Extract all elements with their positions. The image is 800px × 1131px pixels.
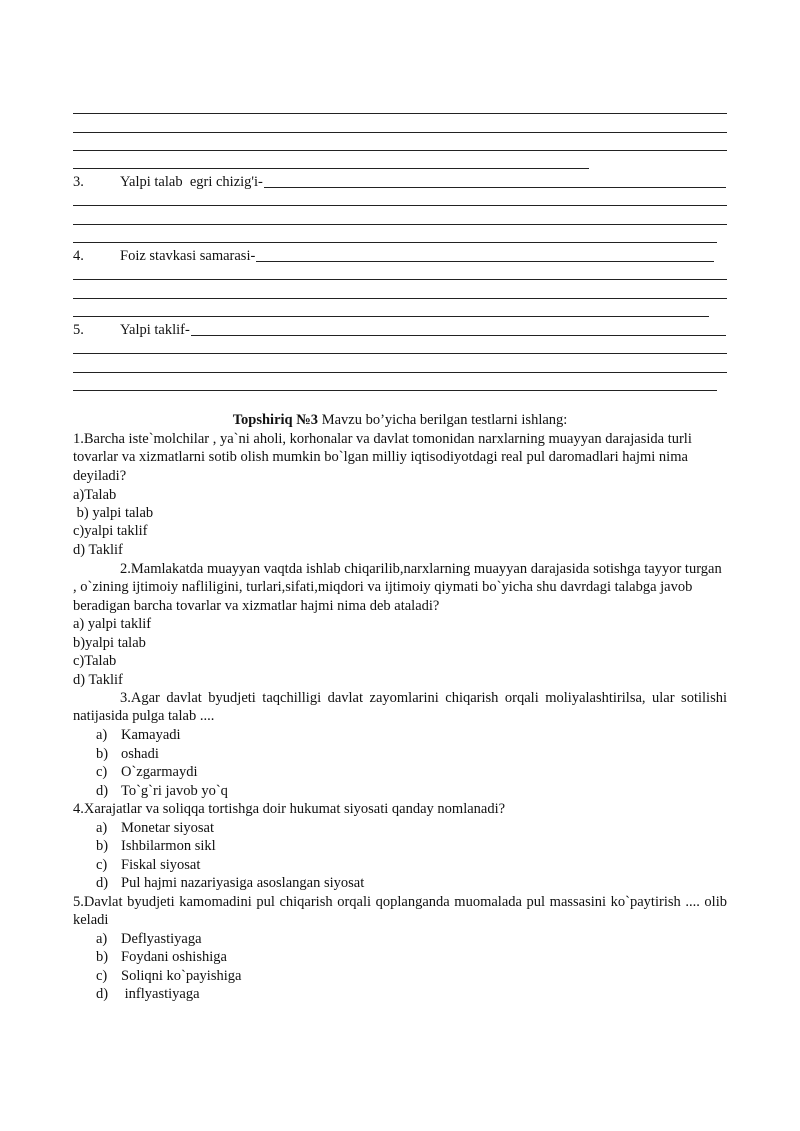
blank-line xyxy=(73,390,717,391)
q1-option-c: c)yalpi taklif xyxy=(73,523,148,539)
option-text: Soliqni ko`payishiga xyxy=(121,968,242,984)
blank-line xyxy=(73,132,727,133)
option-letter: a) xyxy=(96,727,108,743)
question-2-text: 2.Mamlakatda muayyan vaqtda ishlab chiqarilib,narxlarning muayyan darajasida sotishga tayyor turgan , o`zining ijtimoiy nafliligini, turlari,sifati,miqdori va ijtimoiy qiymati bo`yicha shu davrdagi talabga javob beradigan barcha tovarlar va xizmatlar hajmi nima deb ataladi? xyxy=(73,561,722,614)
blank-line xyxy=(73,279,727,280)
item-5-row xyxy=(73,319,726,339)
option-text: Deflyastiyaga xyxy=(121,931,202,947)
q4-option-d xyxy=(96,874,364,892)
q1-option-b: b) yalpi talab xyxy=(73,505,154,521)
answer-line xyxy=(191,335,726,336)
option-letter: d) xyxy=(96,986,109,1002)
item-label: Foiz stavkasi samarasi- xyxy=(120,248,256,264)
option-letter: c) xyxy=(96,968,108,984)
q3-option-b xyxy=(96,745,159,763)
option-letter: c) xyxy=(96,857,108,873)
blank-line xyxy=(73,150,727,151)
option-letter: b) xyxy=(96,838,109,854)
blank-line xyxy=(73,372,727,373)
blank-line xyxy=(73,298,727,299)
q3-option-c xyxy=(96,763,198,781)
item-label: Yalpi talab egri chizig'i- xyxy=(120,174,263,190)
blank-line xyxy=(73,353,727,354)
option-text: To`g`ri javob yo`q xyxy=(121,783,228,799)
item-number: 3. xyxy=(73,174,84,190)
question-3-text: 3.Agar davlat byudjeti taqchilligi davlat zayomlarini chiqarish orqali moliyalashtirilsa, ular sotilishi natijasida pulga talab .... xyxy=(73,690,727,725)
option-text: Foydani oshishiga xyxy=(121,949,227,965)
option-letter: a) xyxy=(96,820,108,836)
item-number: 4. xyxy=(73,248,84,264)
blank-line xyxy=(73,168,589,169)
blank-line xyxy=(73,113,727,114)
answer-line xyxy=(256,261,714,262)
q5-option-d xyxy=(96,985,200,1003)
q2-option-d: d) Taklif xyxy=(73,672,123,688)
item-3-row xyxy=(73,171,726,191)
option-letter: d) xyxy=(96,783,109,799)
task-title-text: Mavzu bo’yicha berilgan testlarni ishlang: xyxy=(318,412,568,428)
item-4-row xyxy=(73,245,714,265)
option-text: Pul hajmi nazariyasiga asoslangan siyosat xyxy=(121,875,365,891)
option-text: oshadi xyxy=(121,746,159,762)
option-letter: b) xyxy=(96,949,109,965)
option-letter: d) xyxy=(96,875,109,891)
q5-option-c xyxy=(96,967,241,985)
option-text: O`zgarmaydi xyxy=(121,764,198,780)
q2-option-a: a) yalpi taklif xyxy=(73,616,152,632)
option-text: Ishbilarmon sikl xyxy=(121,838,216,854)
q3-option-d xyxy=(96,782,228,800)
blank-line xyxy=(73,224,727,225)
item-number: 5. xyxy=(73,322,84,338)
option-text: Fiskal siyosat xyxy=(121,857,201,873)
option-letter: b) xyxy=(96,746,109,762)
q2-option-c: c)Talab xyxy=(73,653,117,669)
task-title-bold: Topshiriq №3 xyxy=(232,412,319,428)
item-label: Yalpi taklif- xyxy=(120,322,190,338)
q5-option-b xyxy=(96,948,227,966)
option-text: Monetar siyosat xyxy=(121,820,215,836)
q1-option-d: d) Taklif xyxy=(73,542,123,558)
option-letter: a) xyxy=(96,931,108,947)
q3-option-a xyxy=(96,726,181,744)
question-4-text: 4.Xarajatlar va soliqqa tortishga doir hukumat siyosati qanday nomlanadi? xyxy=(73,801,506,817)
q1-option-a: a)Talab xyxy=(73,487,117,503)
option-text: inflyastiyaga xyxy=(121,986,200,1002)
q2-option-b: b)yalpi talab xyxy=(73,635,146,651)
blank-line xyxy=(73,316,709,317)
answer-line xyxy=(264,187,726,188)
task-title xyxy=(0,411,800,429)
option-letter: c) xyxy=(96,764,108,780)
question-5-text: 5.Davlat byudjeti kamomadini pul chiqarish orqali qoplanganda muomalada pul massasini ko`paytirish .... olib keladi xyxy=(73,894,727,929)
question-1-text: 1.Barcha iste`molchilar , ya`ni aholi, korhonalar va davlat tomonidan narxlarning muayyan darajasida turli tovarlar va xizmatlarni sotib olish mumkin bo`lgan milliy iqtisodiyotdagi real pul daromadlari hajmi nima deyiladi? xyxy=(73,431,692,484)
blank-line xyxy=(73,242,717,243)
q4-option-b xyxy=(96,837,216,855)
q4-option-c xyxy=(96,856,200,874)
q5-option-a xyxy=(96,930,202,948)
option-text: Kamayadi xyxy=(121,727,181,743)
q4-option-a xyxy=(96,819,214,837)
blank-line xyxy=(73,205,727,206)
